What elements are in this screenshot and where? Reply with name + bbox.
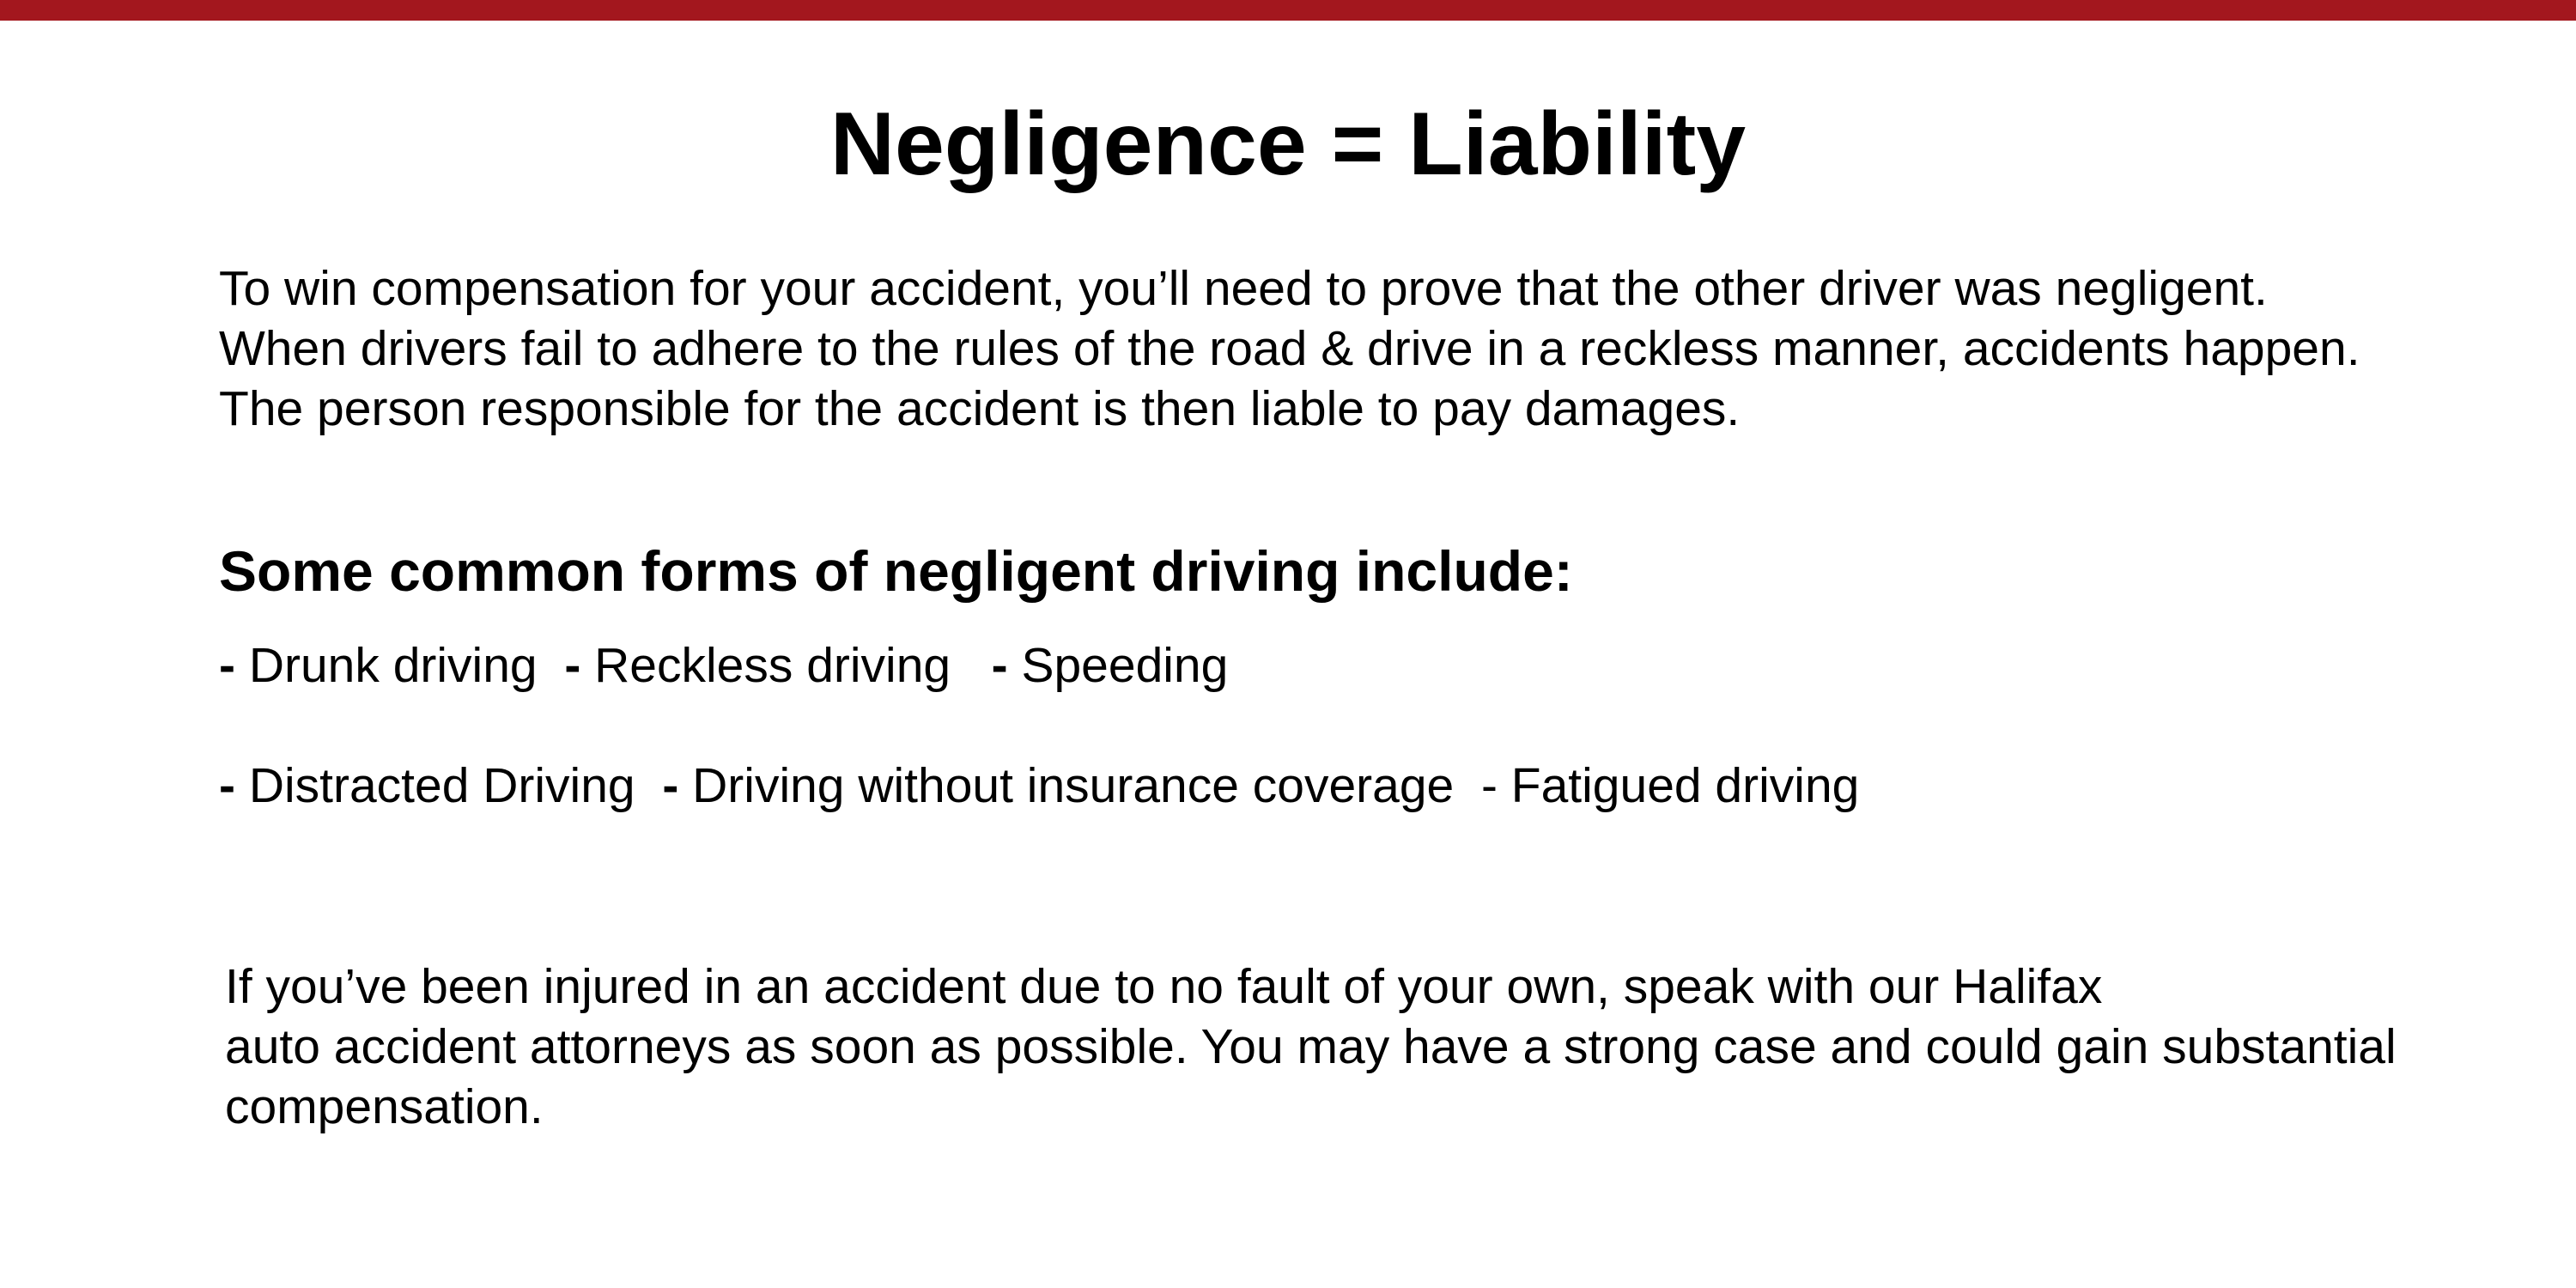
list-item-label: Speeding — [1007, 638, 1229, 693]
top-accent-bar — [0, 0, 2576, 21]
intro-paragraph — [219, 258, 2537, 439]
list-item — [992, 638, 1229, 693]
intro-line: To win compensation for your accident, you’ll need to prove that the other driver was negligent. — [219, 261, 2268, 316]
page-title: Negligence = Liability — [829, 94, 1747, 194]
closing-paragraph — [225, 957, 2543, 1137]
closing-line: If you’ve been injured in an accident due to no fault of your own, speak with our Halifax — [225, 959, 2103, 1014]
negligence-forms-row-1 — [219, 635, 1228, 696]
list-item-label: Fatigued driving — [1497, 758, 1860, 813]
list-dash: - — [662, 758, 679, 813]
list-item-label: Drunk driving — [234, 638, 538, 693]
list-item-label: Driving without insurance coverage — [678, 758, 1455, 813]
list-dash: - — [219, 638, 235, 693]
intro-line: The person responsible for the accident is then liable to pay damages. — [219, 381, 1741, 436]
list-dash: - — [564, 638, 581, 693]
list-dash: - — [991, 638, 1008, 693]
list-item-label: Distracted Driving — [234, 758, 635, 813]
list-item — [662, 758, 1454, 813]
closing-line: compensation. — [225, 1079, 544, 1134]
negligence-forms-row-2 — [219, 756, 1859, 816]
list-item — [219, 758, 635, 813]
list-item — [1481, 758, 1859, 813]
list-dash: - — [1480, 758, 1498, 813]
list-item — [219, 638, 538, 693]
intro-line: When drivers fail to adhere to the rules of the road & drive in a reckless manner, accidents happen. — [219, 321, 2360, 376]
closing-line: auto accident attorneys as soon as possible. You may have a strong case and could gain substantial — [225, 1019, 2397, 1074]
list-dash: - — [219, 758, 235, 813]
section-heading: Some common forms of negligent driving include: — [219, 539, 1573, 603]
list-item-label: Reckless driving — [580, 638, 951, 693]
list-item — [564, 638, 951, 693]
